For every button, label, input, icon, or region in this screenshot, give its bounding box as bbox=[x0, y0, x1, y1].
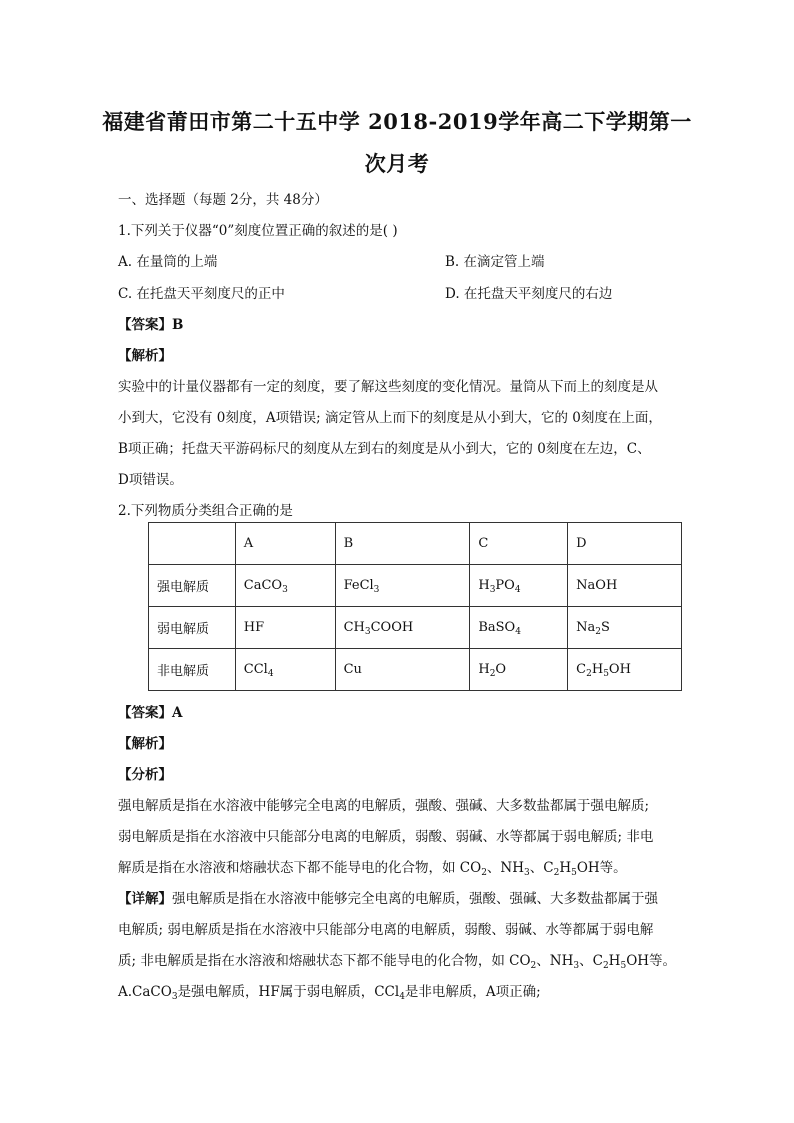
q2-option-a-explanation: A.CaCO$_3$是强电解质，HF属于弱电解质，CCl$_4$是非电解质，A项正确; bbox=[118, 984, 541, 1002]
q2-answer: 【答案】A bbox=[118, 705, 183, 721]
q2-xiangjie-label: 【详解】 bbox=[118, 891, 172, 907]
table-header-cell: D bbox=[568, 523, 682, 565]
doc-title-line2: 次月考 bbox=[364, 151, 430, 176]
table-header-cell: A bbox=[235, 523, 335, 565]
table-header-cell: B bbox=[335, 523, 470, 565]
table-cell: NaOH bbox=[568, 565, 682, 607]
q1-analysis-label: 【解析】 bbox=[118, 348, 172, 364]
table-header-cell: C bbox=[470, 523, 568, 565]
table-cell: HF bbox=[235, 607, 335, 649]
table-cell: CaCO$_3$ bbox=[235, 565, 335, 607]
section-heading: 一、选择题（每题 2分，共 48分） bbox=[118, 192, 328, 208]
q1-option-b: B. 在滴定管上端 bbox=[445, 254, 545, 270]
q2-fenxi-line: 强电解质是指在水溶液中能够完全电离的电解质，强酸、强碱、大多数盐都属于强电解质; bbox=[118, 798, 650, 814]
q1-option-c: C. 在托盘天平刻度尺的正中 bbox=[118, 286, 285, 302]
q1-option-d: D. 在托盘天平刻度尺的右边 bbox=[445, 286, 613, 302]
table-cell: CCl$_4$ bbox=[235, 649, 335, 691]
table-row bbox=[149, 607, 682, 649]
table-header-row bbox=[149, 523, 682, 565]
q2-fenxi-line: 弱电解质是指在水溶液中只能部分电离的电解质，弱酸、弱碱、水等都属于弱电解质; 非电 bbox=[118, 829, 654, 845]
q1-answer: 【答案】B bbox=[118, 317, 184, 333]
table-cell: $H_2O$ bbox=[470, 649, 568, 691]
q1-stem: 1.下列关于仪器“0”刻度位置正确的叙述的是( ) bbox=[118, 223, 398, 239]
q1-analysis-line: 小到大，它没有 0刻度，A项错误; 滴定管从上而下的刻度是从小到大，它的 0刻度在上面， bbox=[118, 410, 662, 426]
table-row bbox=[149, 649, 682, 691]
table-cell: $H_3PO_4$ bbox=[470, 565, 568, 607]
table-row bbox=[149, 565, 682, 607]
table-cell: $CH_3COOH$ bbox=[335, 607, 470, 649]
row-label: 弱电解质 bbox=[149, 607, 236, 649]
table-header-cell bbox=[149, 523, 236, 565]
q2-xiangjie-line: 【详解】强电解质是指在水溶液中能够完全电离的电解质，强酸、强碱、大多数盐都属于强 bbox=[118, 891, 658, 907]
table-cell: $Na_2S$ bbox=[568, 607, 682, 649]
row-label: 非电解质 bbox=[149, 649, 236, 691]
classification-table bbox=[148, 522, 682, 691]
q2-fenxi-line: 解质是指在水溶液和熔融状态下都不能导电的化合物，如 $CO_2$、$NH_3$、$C_2H_5OH$等。 bbox=[118, 860, 627, 878]
row-label: 强电解质 bbox=[149, 565, 236, 607]
q1-option-a: A. 在量筒的上端 bbox=[118, 254, 218, 270]
table-cell: BaSO$_4$ bbox=[470, 607, 568, 649]
doc-title-line1: 福建省莆田市第二十五中学 2018-2019学年高二下学期第一 bbox=[102, 109, 692, 134]
q2-fenxi-label: 【分析】 bbox=[118, 767, 172, 783]
table-cell: Cu bbox=[335, 649, 470, 691]
q1-analysis-line: D项错误。 bbox=[118, 472, 183, 488]
q2-xiangjie-line: 电解质; 弱电解质是指在水溶液中只能部分电离的电解质，弱酸、弱碱、水等都属于弱电解 bbox=[118, 922, 654, 938]
q1-analysis-line: 实验中的计量仪器都有一定的刻度，要了解这些刻度的变化情况。量筒从下而上的刻度是从 bbox=[118, 379, 658, 395]
q2-analysis-label: 【解析】 bbox=[118, 736, 172, 752]
table-cell: $C_2H_5OH$ bbox=[568, 649, 682, 691]
q2-stem: 2.下列物质分类组合正确的是 bbox=[118, 503, 293, 519]
table-cell: FeCl$_3$ bbox=[335, 565, 470, 607]
q2-xiangjie-line: 质; 非电解质是指在水溶液和熔融状态下都不能导电的化合物，如 $CO_2$、$NH_3$、$C_2H_5OH$等。 bbox=[118, 953, 677, 971]
q1-analysis-line: B项正确；托盘天平游码标尺的刻度从左到右的刻度是从小到大，它的 0刻度在左边，C、 bbox=[118, 441, 651, 457]
